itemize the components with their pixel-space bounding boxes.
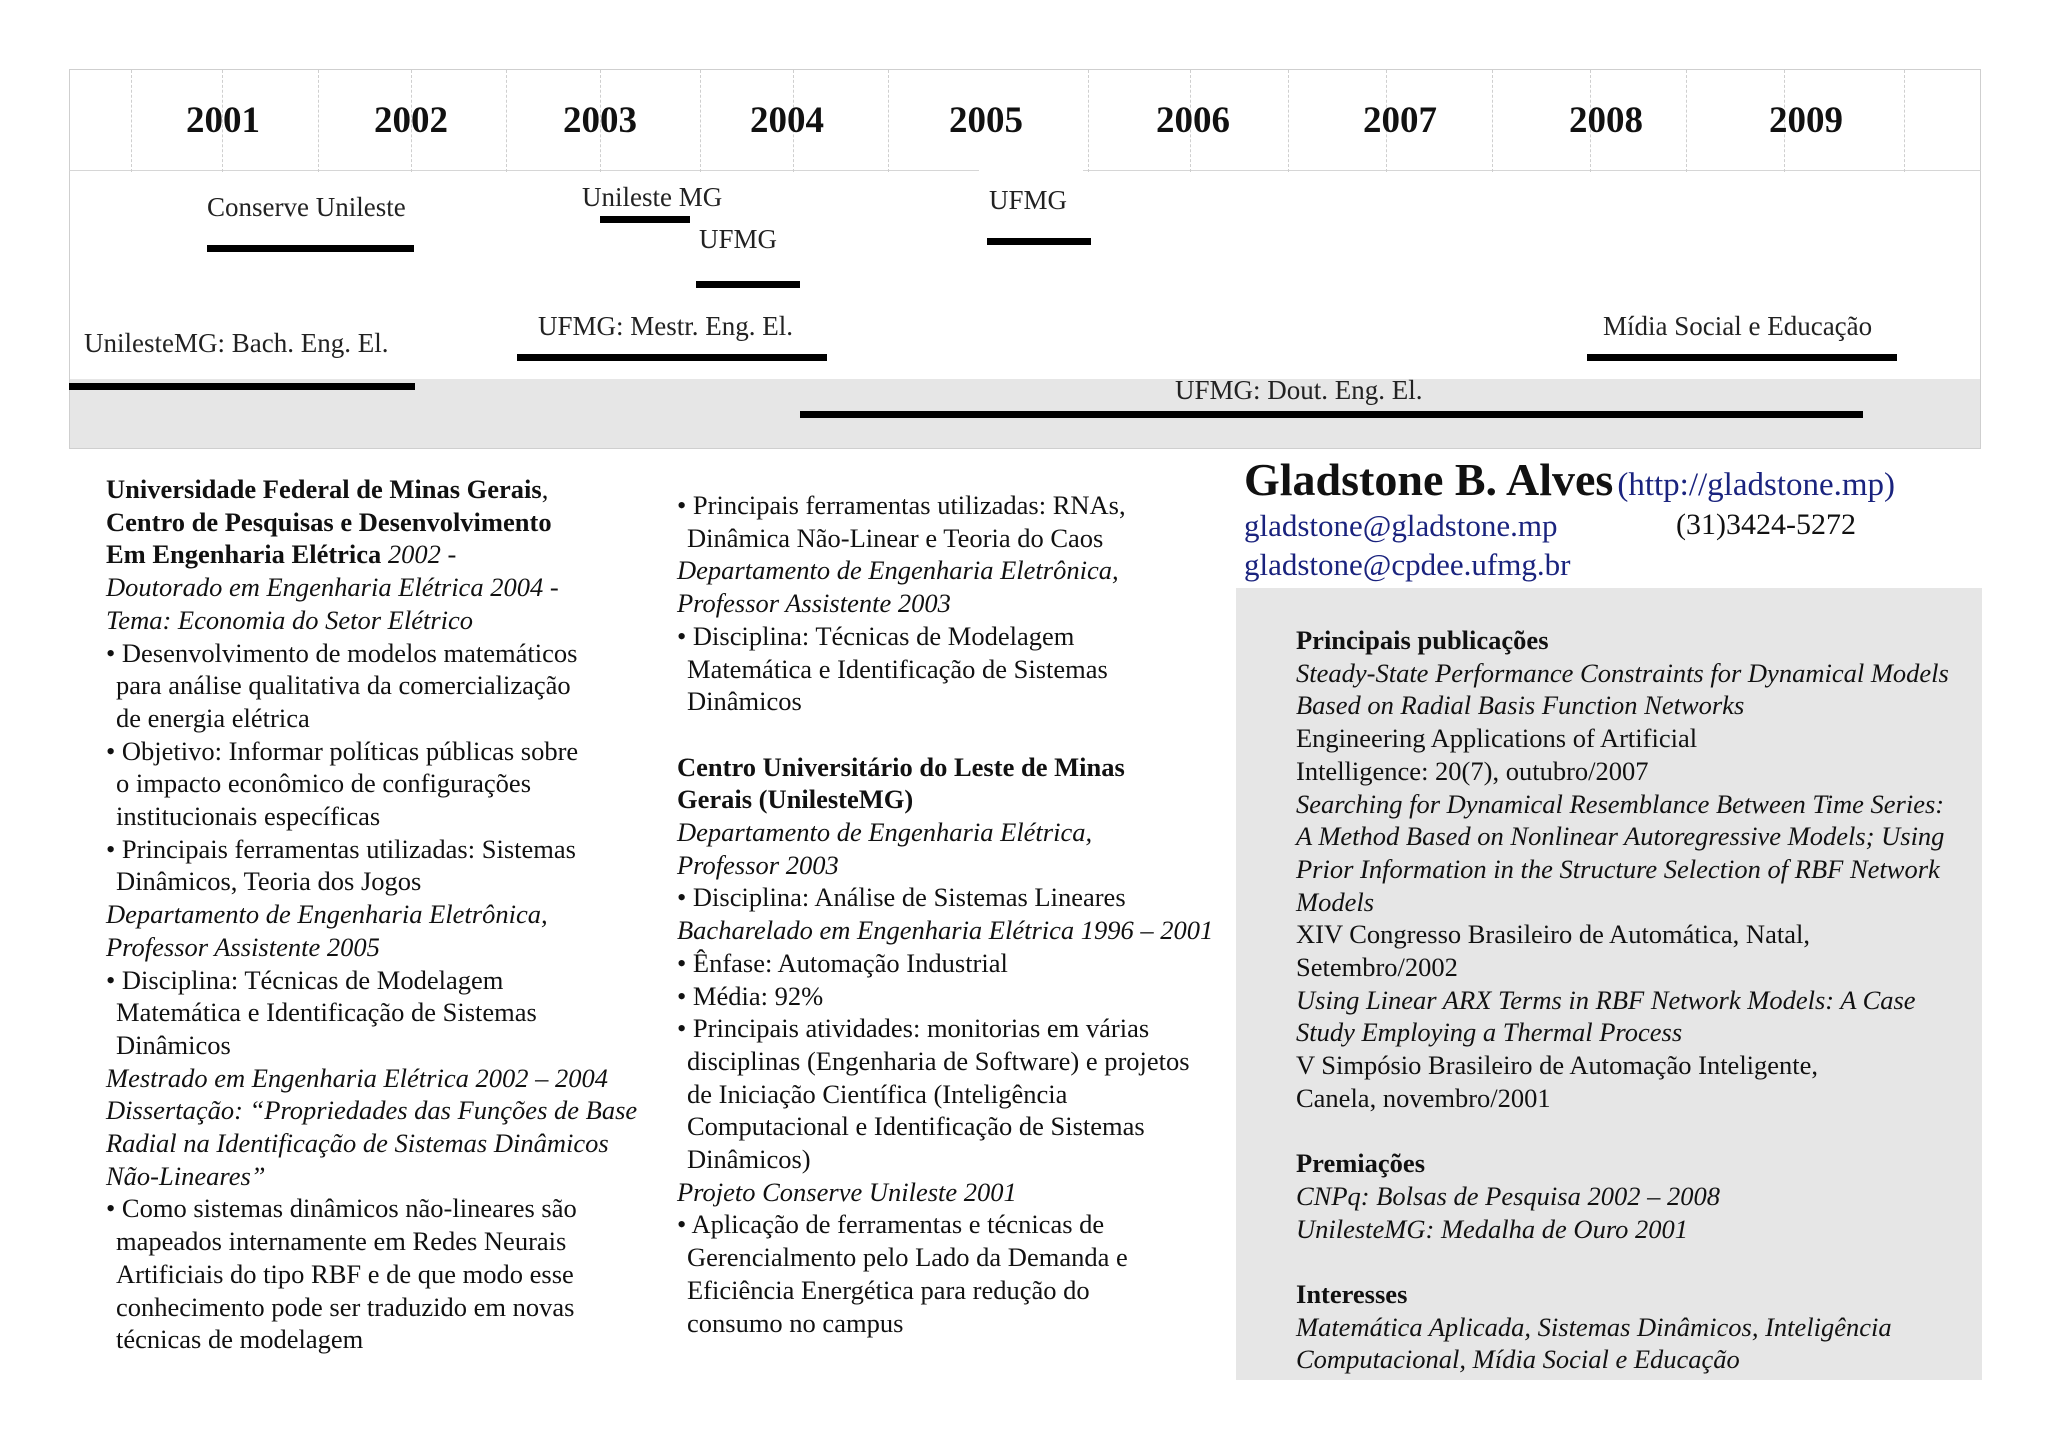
year-label: 2006: [1156, 100, 1230, 141]
position-line: Professor 2003: [677, 849, 839, 880]
publication-venue: XIV Congresso Brasileiro de Automática, Natal,: [1296, 919, 1810, 950]
bullet-item: • Principais ferramentas utilizadas: RNAs,: [677, 490, 1126, 520]
year-label: 2009: [1769, 100, 1843, 141]
education-bar: [800, 411, 1863, 418]
year-label: 2003: [563, 100, 637, 141]
work-label: UFMG: [699, 224, 778, 254]
education-bar: [69, 383, 415, 390]
website-link[interactable]: (http://gladstone.mp): [1617, 467, 1896, 503]
text-line: de Iniciação Científica (Inteligência: [687, 1078, 1068, 1109]
bullet-item: • Principais ferramentas utilizadas: Sistemas: [106, 833, 576, 864]
year-label: 2004: [750, 100, 824, 141]
bullet-item: • Disciplina: Análise de Sistemas Lineares: [677, 882, 1126, 913]
bullet-item: • Disciplina: Técnicas de Modelagem: [677, 620, 1075, 651]
phone-number: (31)3424-5272: [1676, 508, 1856, 541]
text-line: Não-Lineares”: [106, 1160, 266, 1191]
person-name: Gladstone B. Alves: [1244, 454, 1614, 505]
bullet-item: • Aplicação de ferramentas e técnicas de: [677, 1209, 1105, 1240]
degree-line: Doutorado em Engenharia Elétrica 2004 -: [106, 572, 559, 603]
text-line: Dinâmicos: [687, 686, 802, 717]
department-line: Departamento de Engenharia Eletrônica,: [677, 555, 1119, 586]
year-label: 2008: [1569, 100, 1643, 141]
publication-title: Prior Information in the Structure Selection of RBF Network: [1296, 853, 1940, 884]
years-band: [69, 69, 1981, 171]
experience-column-2: [677, 489, 1213, 1339]
publication-venue: Setembro/2002: [1296, 952, 1458, 983]
degree-line: Mestrado em Engenharia Elétrica 2002 – 2004: [106, 1062, 608, 1093]
text-line: o impacto econômico de configurações: [116, 768, 532, 799]
publication-venue: Canela, novembro/2001: [1296, 1082, 1551, 1113]
department-line: Departamento de Engenharia Eletrônica,: [106, 899, 548, 930]
interests-text: Matemática Aplicada, Sistemas Dinâmicos, Inteligência: [1296, 1311, 1892, 1342]
project-line: Projeto Conserve Unileste 2001: [677, 1176, 1017, 1207]
text-line: para análise qualitativa da comercialização: [116, 670, 571, 701]
institution-name: Universidade Federal de Minas Gerais: [106, 474, 542, 504]
text-line: mapeados internamente em Redes Neurais: [116, 1226, 567, 1257]
timeline: [69, 69, 1981, 449]
work-bar: [987, 238, 1091, 245]
publication-title: Models: [1296, 886, 1375, 917]
bullet-item: • Como sistemas dinâmicos não-lineares são: [106, 1193, 577, 1224]
experience-column-1: [106, 473, 637, 1356]
publication-venue: Intelligence: 20(7), outubro/2007: [1296, 755, 1649, 786]
work-label: Conserve Unileste: [207, 192, 406, 222]
interests-text: Computacional, Mídia Social e Educação: [1296, 1344, 1740, 1375]
bullet-item: • Disciplina: Técnicas de Modelagem: [106, 964, 504, 995]
institution-name: Centro Universitário do Leste de Minas: [677, 751, 1125, 782]
work-bar: [600, 216, 690, 223]
publication-title: Based on Radial Basis Function Networks: [1296, 690, 1745, 721]
publication-venue: V Simpósio Brasileiro de Automação Inteligente,: [1296, 1050, 1819, 1081]
position-line: Professor Assistente 2003: [677, 588, 951, 619]
education-bar: [1587, 354, 1897, 361]
year-label: 2001: [186, 100, 260, 141]
department-line: Departamento de Engenharia Elétrica,: [677, 817, 1093, 848]
text-line: de energia elétrica: [116, 702, 310, 733]
bullet-item: • Principais atividades: monitorias em várias: [677, 1013, 1150, 1044]
contact-header: [1244, 453, 1895, 506]
work-bar: [696, 281, 800, 288]
text-line: Tema: Economia do Setor Elétrico: [106, 604, 474, 635]
institution-name: Gerais (UnilesteMG): [677, 784, 914, 815]
text-line: Dinâmicos, Teoria dos Jogos: [116, 866, 422, 897]
text-line: Matemática e Identificação de Sistemas: [116, 997, 537, 1028]
text-line: Dinâmicos: [116, 1029, 231, 1060]
section-heading: Premiações: [1296, 1148, 1426, 1179]
text-line: técnicas de modelagem: [116, 1324, 364, 1355]
text-line: Radial na Identificação de Sistemas Dinâmicos: [106, 1128, 609, 1159]
award-item: CNPq: Bolsas de Pesquisa 2002 – 2008: [1296, 1180, 1720, 1211]
award-item: UnilesteMG: Medalha de Ouro 2001: [1296, 1213, 1689, 1244]
text-line: Eficiência Energética para redução do: [687, 1274, 1090, 1305]
email-link[interactable]: gladstone@cpdee.ufmg.br: [1244, 547, 1571, 582]
section-heading: Principais publicações: [1296, 625, 1549, 655]
highlights-content: [1296, 624, 1949, 1376]
text-line: disciplinas (Engenharia de Software) e projetos: [687, 1045, 1190, 1076]
bullet-item: • Objetivo: Informar políticas públicas sobre: [106, 735, 579, 766]
institution-name: Centro de Pesquisas e Desenvolvimento: [106, 506, 552, 537]
year-label: 2005: [949, 100, 1023, 141]
publication-title: Searching for Dynamical Resemblance Between Time Series:: [1296, 788, 1945, 819]
date-range: 2002 -: [387, 539, 457, 570]
text-line: Dissertação: “Propriedades das Funções de Base: [106, 1095, 638, 1126]
publication-title: Using Linear ARX Terms in RBF Network Models: A Case: [1296, 984, 1916, 1015]
education-label: UFMG: Dout. Eng. El.: [1175, 375, 1423, 405]
bullet-item: • Média: 92%: [677, 980, 824, 1011]
education-label: UnilesteMG: Bach. Eng. El.: [84, 328, 389, 358]
bullet-item: • Ênfase: Automação Industrial: [677, 947, 1008, 978]
position-line: Professor Assistente 2005: [106, 931, 380, 962]
text-line: institucionais específicas: [116, 801, 381, 832]
bullet-item: • Desenvolvimento de modelos matemáticos: [106, 637, 578, 668]
text-line: ,: [541, 474, 549, 504]
degree-line: Bacharelado em Engenharia Elétrica 1996 – 2001: [677, 915, 1214, 946]
text-line: Artificiais do tipo RBF e de que modo esse: [116, 1258, 574, 1289]
work-label: Unileste MG: [582, 182, 723, 212]
education-label: Mídia Social e Educação: [1603, 311, 1873, 341]
email-link[interactable]: gladstone@gladstone.mp: [1244, 508, 1558, 543]
publication-title: Study Employing a Thermal Process: [1296, 1017, 1683, 1048]
text-line: conhecimento pode ser traduzido em novas: [116, 1291, 575, 1322]
work-label: UFMG: [989, 185, 1068, 215]
publication-title: A Method Based on Nonlinear Autoregressive Models; Using: [1296, 821, 1945, 852]
education-bar: [517, 354, 827, 361]
text-line: consumo no campus: [687, 1307, 904, 1338]
publication-title: Steady-State Performance Constraints for Dynamical Models: [1296, 657, 1949, 688]
work-bar: [207, 245, 414, 252]
section-heading: Interesses: [1296, 1279, 1408, 1310]
institution-name: Em Engenharia Elétrica: [106, 539, 382, 570]
text-line: Dinâmica Não-Linear e Teoria do Caos: [687, 522, 1104, 553]
year-label: 2007: [1363, 100, 1437, 141]
education-label: UFMG: Mestr. Eng. El.: [538, 311, 794, 341]
text-line: Dinâmicos): [687, 1144, 811, 1175]
publication-venue: Engineering Applications of Artificial: [1296, 723, 1698, 754]
text-line: Gerencialmento pelo Lado da Demanda e: [687, 1242, 1128, 1273]
year-label: 2002: [374, 100, 448, 141]
text-line: Computacional e Identificação de Sistemas: [687, 1111, 1145, 1142]
text-line: Matemática e Identificação de Sistemas: [687, 653, 1108, 684]
